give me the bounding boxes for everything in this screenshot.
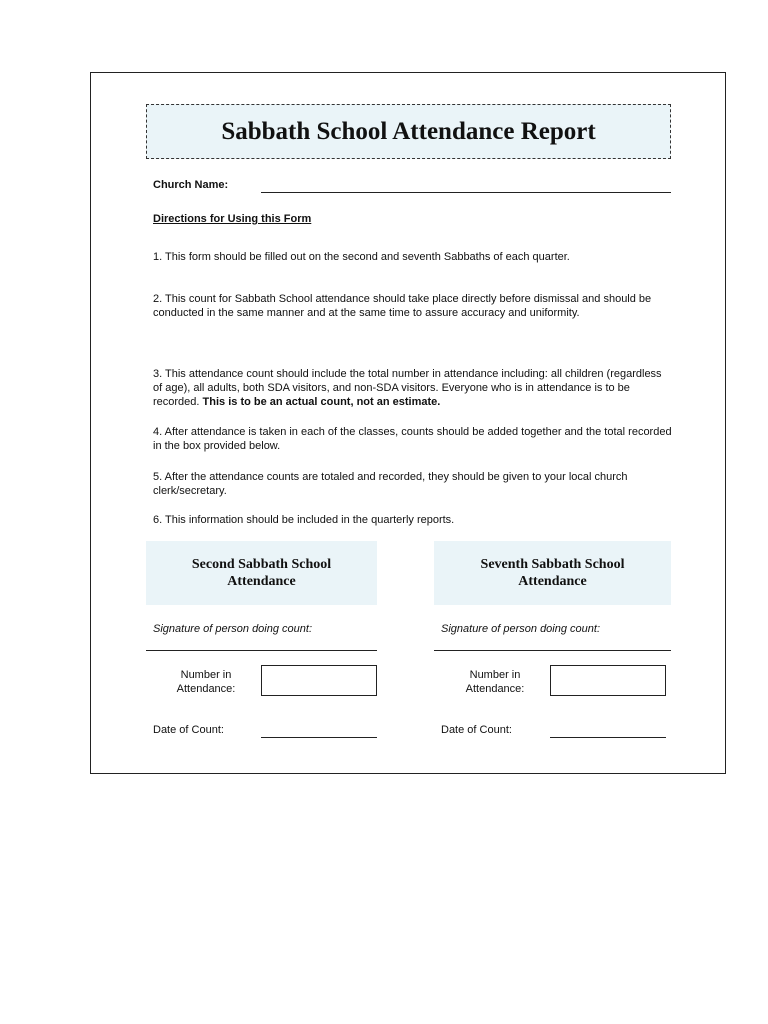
second-sabbath-heading: Second Sabbath School (191, 557, 332, 572)
direction-4: 4. After attendance is taken in each of the classes, counts should be added together and the total recorded in the box provided below. (153, 426, 672, 452)
seventh-signature-label: Signature of person doing count: (441, 623, 601, 635)
title-box (146, 104, 671, 159)
second-sabbath-heading-2: Attendance (227, 574, 296, 589)
direction-6: 6. This information should be included in the quarterly reports. (153, 514, 455, 526)
direction-3-bold: This is to be an actual count, not an estimate. (202, 396, 441, 408)
second-number-label-1: Number in (180, 669, 232, 681)
second-sabbath-heading-box (146, 541, 377, 605)
seventh-signature-field[interactable] (434, 650, 671, 651)
seventh-number-label-2: Attendance: (465, 683, 525, 695)
seventh-number-label (450, 668, 540, 696)
direction-1: 1. This form should be filled out on the second and seventh Sabbaths of each quarter. (153, 251, 570, 263)
seventh-sabbath-heading: Seventh Sabbath School (480, 557, 625, 572)
second-number-label (161, 668, 251, 696)
seventh-sabbath-heading-box (434, 541, 671, 605)
direction-3 (153, 367, 673, 409)
church-name-field[interactable] (261, 192, 671, 193)
report-form (90, 72, 726, 774)
seventh-date-label: Date of Count: (441, 724, 512, 736)
second-signature-label: Signature of person doing count: (153, 623, 313, 635)
direction-3-text: 3. This attendance count should include the total number in attendance including: all children (regardless of age), all adults, both SDA visitors, and non-SDA visitors. Everyone who is in attendance is to be recorded. (153, 368, 662, 408)
second-date-label: Date of Count: (153, 724, 224, 736)
direction-2: 2. This count for Sabbath School attendance should take place directly before dismissal and should be conducted in the same manner and at the same time to assure accuracy and uniformity. (153, 293, 652, 319)
seventh-sabbath-heading-2: Attendance (518, 574, 587, 589)
second-date-field[interactable] (261, 737, 377, 738)
seventh-number-label-1: Number in (469, 669, 521, 681)
directions-heading: Directions for Using this Form (153, 213, 312, 225)
church-name-label: Church Name: (153, 179, 229, 191)
second-number-input[interactable] (261, 665, 377, 696)
page-title: Sabbath School Attendance Report (221, 117, 596, 145)
seventh-date-field[interactable] (550, 737, 666, 738)
second-number-label-2: Attendance: (176, 683, 236, 695)
seventh-number-input[interactable] (550, 665, 666, 696)
second-signature-field[interactable] (146, 650, 377, 651)
direction-5: 5. After the attendance counts are totaled and recorded, they should be given to your local church clerk/secretary. (153, 471, 628, 497)
